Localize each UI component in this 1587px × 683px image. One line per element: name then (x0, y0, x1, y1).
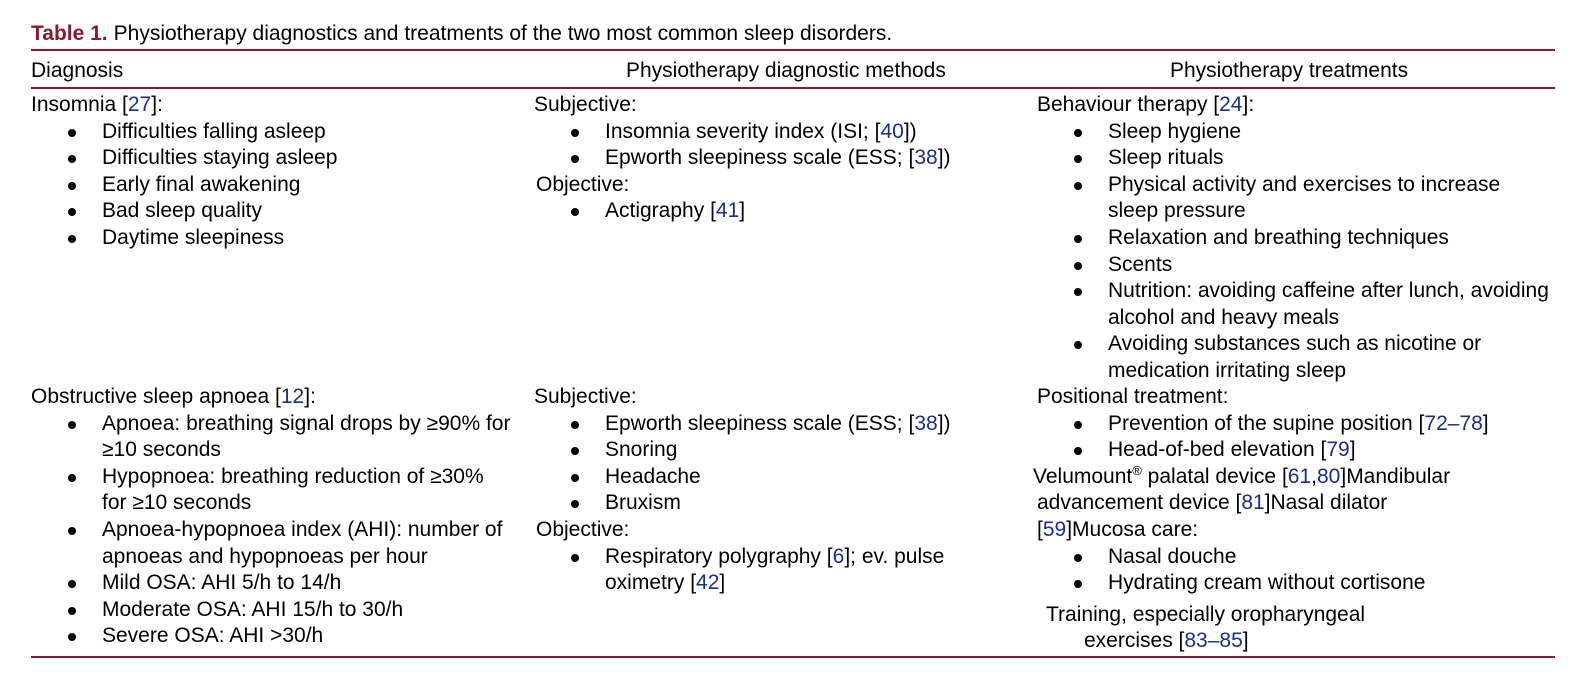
list-item: Scents (1037, 252, 1549, 279)
list-item: Apnoea: breathing signal drops by ≥90% for ≥10 seconds (31, 411, 513, 464)
list-item: Mild OSA: AHI 5/h to 14/h (31, 570, 513, 597)
mucosa-care-list (1037, 544, 1549, 597)
list-item: Respiratory polygraphy [6]; ev. pulse oximetry [42] (534, 544, 1014, 597)
table-caption-label: Table 1. (31, 22, 108, 45)
osa-treatments-cell (1033, 384, 1549, 655)
list-item: Snoring (534, 437, 1014, 464)
list-item: Moderate OSA: AHI 15/h to 30/h (31, 597, 513, 624)
subjective-label: Subjective: (534, 385, 637, 408)
top-rule (31, 49, 1555, 51)
objective-method-list (534, 198, 1014, 225)
list-item: Actigraphy [41] (534, 198, 1014, 225)
header-diagnosis: Diagnosis (31, 59, 124, 82)
insomnia-title: Insomnia [27]: (31, 93, 163, 116)
insomnia-diagnosis-cell (31, 92, 511, 252)
reference-link[interactable]: 6 (832, 544, 845, 568)
objective-label: Objective: (536, 517, 630, 541)
list-item: Physical activity and exercises to increase sleep pressure (1037, 172, 1549, 225)
osa-methods-cell (534, 384, 1014, 597)
reference-link[interactable]: 79 (1326, 438, 1350, 462)
registered-mark: ® (1132, 462, 1142, 478)
list-item: Hydrating cream without cortisone (1037, 570, 1549, 597)
reference-link[interactable]: 81 (1241, 491, 1265, 515)
reference-link[interactable]: 24 (1219, 93, 1243, 116)
table-caption-text: Physiotherapy diagnostics and treatments of the two most common sleep disorders. (113, 22, 893, 45)
mucosa-care-line: [59]Mucosa care: (1037, 517, 1199, 541)
mandibular-device-line: advancement device [81]Nasal dilator (1037, 491, 1388, 515)
list-item: Sleep rituals (1037, 145, 1549, 172)
palatal-device-line: Velumount® palatal device [61,80]Mandibular (1033, 462, 1451, 488)
table-caption (31, 20, 892, 48)
objective-label: Objective: (536, 172, 630, 196)
reference-link[interactable]: 40 (880, 119, 904, 143)
reference-link[interactable]: 42 (696, 571, 720, 595)
list-item: Epworth sleepiness scale (ESS; [38]) (534, 411, 1014, 438)
reference-link[interactable]: 27 (127, 93, 152, 116)
list-item: Difficulties falling asleep (31, 119, 511, 146)
subjective-method-list (534, 411, 1014, 517)
reference-link[interactable]: 38 (914, 146, 938, 170)
subjective-label: Subjective: (534, 93, 637, 116)
osa-criteria-list (31, 411, 513, 650)
header-treatments: Physiotherapy treatments (1170, 59, 1409, 82)
reference-link[interactable]: 61 (1287, 464, 1312, 488)
list-item: Relaxation and breathing techniques (1037, 225, 1549, 252)
behaviour-therapy-title: Behaviour therapy [24]: (1037, 93, 1255, 116)
list-item: Difficulties staying asleep (31, 145, 511, 172)
behaviour-therapy-list (1037, 119, 1549, 385)
header-methods: Physiotherapy diagnostic methods (626, 59, 946, 82)
reference-link[interactable]: 83–85 (1184, 629, 1243, 653)
list-item: Bruxism (534, 490, 1014, 517)
list-item: Avoiding substances such as nicotine or medication irritating sleep (1037, 331, 1549, 384)
insomnia-methods-cell (534, 92, 1014, 225)
bottom-rule (31, 656, 1555, 658)
list-item: Head-of-bed elevation [79] (1037, 437, 1549, 464)
subjective-method-list (534, 119, 1014, 172)
positional-treatment-list (1037, 411, 1549, 464)
list-item: Nutrition: avoiding caffeine after lunch, avoiding alcohol and heavy meals (1037, 278, 1549, 331)
list-item: Insomnia severity index (ISI; [40]) (534, 119, 1014, 146)
header-rule (31, 87, 1555, 89)
list-item: Early final awakening (31, 172, 511, 199)
osa-title: Obstructive sleep apnoea [12]: (31, 385, 316, 408)
insomnia-symptom-list (31, 119, 511, 252)
reference-link[interactable]: 72–78 (1424, 411, 1483, 435)
reference-link[interactable]: 41 (715, 199, 740, 223)
positional-treatment-label: Positional treatment: (1037, 385, 1229, 408)
training-exercises-line: exercises [83–85] (1084, 629, 1249, 653)
osa-diagnosis-cell (31, 384, 513, 650)
list-item: Nasal douche (1037, 544, 1549, 571)
training-line: Training, especially oropharyngeal (1046, 602, 1366, 626)
reference-link[interactable]: 80 (1316, 464, 1341, 488)
reference-link[interactable]: 12 (280, 385, 305, 408)
list-item: Headache (534, 464, 1014, 491)
list-item: Severe OSA: AHI >30/h (31, 623, 513, 650)
list-item: Bad sleep quality (31, 198, 511, 225)
list-item: Epworth sleepiness scale (ESS; [38]) (534, 145, 1014, 172)
insomnia-treatments-cell (1037, 92, 1549, 385)
list-item: Daytime sleepiness (31, 225, 511, 252)
reference-link[interactable]: 59 (1042, 517, 1067, 541)
list-item: Apnoea-hypopnoea index (AHI): number of apnoeas and hypopnoeas per hour (31, 517, 513, 570)
list-item: Sleep hygiene (1037, 119, 1549, 146)
list-item: Hypopnoea: breathing reduction of ≥30% for ≥10 seconds (31, 464, 513, 517)
list-item: Prevention of the supine position [72–78] (1037, 411, 1549, 438)
reference-link[interactable]: 38 (914, 411, 938, 435)
objective-method-list (534, 544, 1014, 597)
